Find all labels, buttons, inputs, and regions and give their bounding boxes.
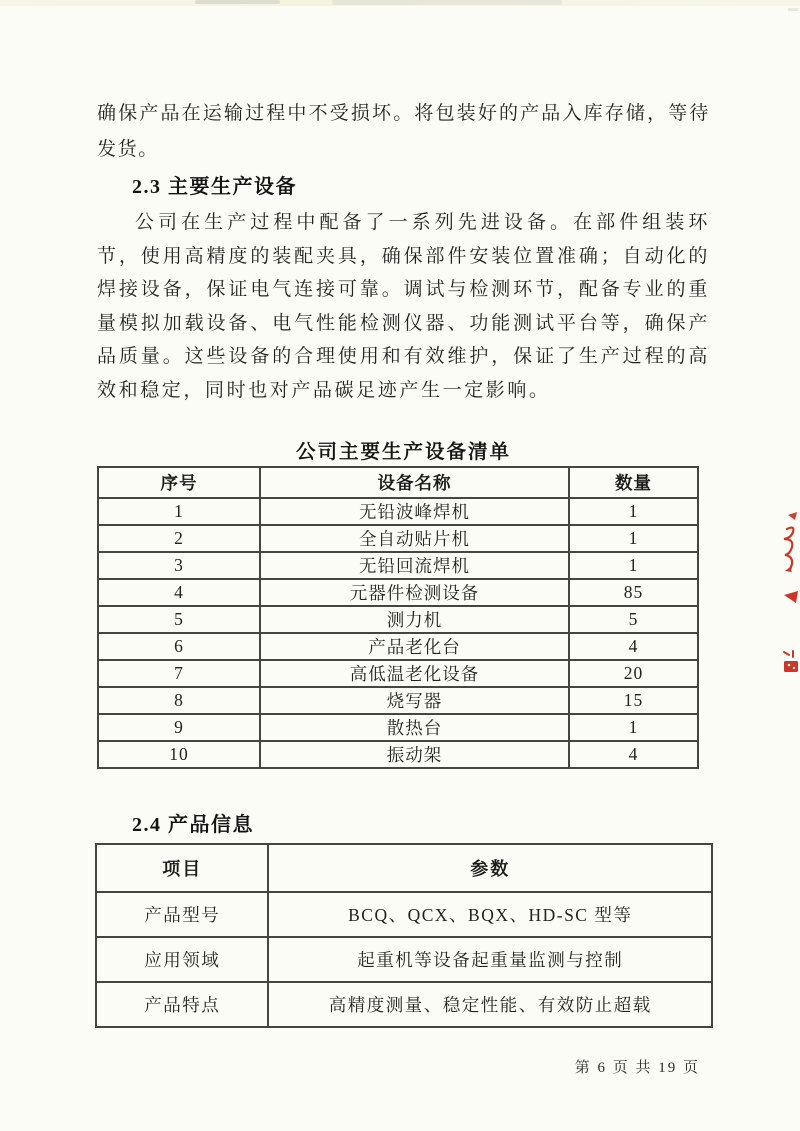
table-row [98, 606, 698, 633]
section-heading-2-3: 2.3 主要生产设备 [132, 176, 297, 198]
cell-seq: 4 [98, 579, 260, 606]
product-info-table [95, 843, 713, 1028]
cell-name: 高低温老化设备 [260, 660, 569, 687]
cell-qty: 1 [569, 714, 698, 741]
table-row [98, 687, 698, 714]
cell-name: 无铅回流焊机 [260, 552, 569, 579]
cell-seq: 1 [98, 498, 260, 525]
cell-qty: 20 [569, 660, 698, 687]
cell-seq: 2 [98, 525, 260, 552]
cell-qty: 1 [569, 525, 698, 552]
cell-name: 全自动贴片机 [260, 525, 569, 552]
cell-param: 高精度测量、稳定性能、有效防止超载 [268, 982, 712, 1027]
table-row [98, 525, 698, 552]
cell-item: 应用领域 [96, 937, 268, 982]
table-header-row [96, 844, 712, 892]
cell-seq: 8 [98, 687, 260, 714]
cell-qty: 15 [569, 687, 698, 714]
cell-param: BCQ、QCX、BQX、HD-SC 型等 [268, 892, 712, 937]
cell-name: 元器件检测设备 [260, 579, 569, 606]
cell-seq: 10 [98, 741, 260, 768]
table-row [98, 633, 698, 660]
cell-seq: 9 [98, 714, 260, 741]
cell-qty: 4 [569, 741, 698, 768]
header-cell-name: 设备名称 [260, 467, 569, 498]
table-header-row [98, 467, 698, 498]
cell-name: 无铅波峰焊机 [260, 498, 569, 525]
cell-seq: 7 [98, 660, 260, 687]
scan-artifact-smudge [195, 0, 280, 4]
cell-seq: 3 [98, 552, 260, 579]
section-2-3-paragraph: 公司在生产过程中配备了一系列先进设备。在部件组装环节，使用高精度的装配夹具，确保部件安装位置准确；自动化的焊接设备，保证电气连接可靠。调试与检测环节，配备专业的重量模拟加载设备、电气性能检测仪器、功能测试平台等，确保产品质量。这些设备的合理使用和有效维护，保证了生产过程的高效和稳定，同时也对产品碳足迹产生一定影响。 [97, 212, 710, 401]
table-row [98, 660, 698, 687]
header-cell-seq: 序号 [98, 467, 260, 498]
header-cell-param: 参数 [268, 844, 712, 892]
section-heading-2-4: 2.4 产品信息 [132, 814, 254, 836]
cell-qty: 1 [569, 498, 698, 525]
cell-seq: 5 [98, 606, 260, 633]
cell-item: 产品特点 [96, 982, 268, 1027]
cell-name: 散热台 [260, 714, 569, 741]
table-row [96, 982, 712, 1027]
scan-artifact-smudge [332, 0, 562, 5]
cell-name: 烧写器 [260, 687, 569, 714]
scan-artifact-smudge [788, 8, 798, 11]
cell-qty: 1 [569, 552, 698, 579]
equipment-table-title: 公司主要生产设备清单 [295, 442, 511, 463]
cell-seq: 6 [98, 633, 260, 660]
table-row [98, 741, 698, 768]
table-row [96, 892, 712, 937]
cell-name: 振动架 [260, 741, 569, 768]
cell-qty: 5 [569, 606, 698, 633]
table-row [98, 498, 698, 525]
cell-item: 产品型号 [96, 892, 268, 937]
table-row [98, 579, 698, 606]
cell-name: 测力机 [260, 606, 569, 633]
cell-param: 起重机等设备起重量监测与控制 [268, 937, 712, 982]
table-row [96, 937, 712, 982]
intro-paragraph: 确保产品在运输过程中不受损坏。将包装好的产品入库存储，等待发货。 [97, 103, 710, 160]
page-footer: 第 6 页 共 19 页 [574, 1060, 700, 1076]
header-cell-qty: 数量 [569, 467, 698, 498]
cell-name: 产品老化台 [260, 633, 569, 660]
table-row [98, 714, 698, 741]
equipment-table [97, 466, 699, 769]
red-stamp-marks [770, 505, 800, 685]
table-row [98, 552, 698, 579]
cell-qty: 85 [569, 579, 698, 606]
header-cell-item: 项目 [96, 844, 268, 892]
cell-qty: 4 [569, 633, 698, 660]
